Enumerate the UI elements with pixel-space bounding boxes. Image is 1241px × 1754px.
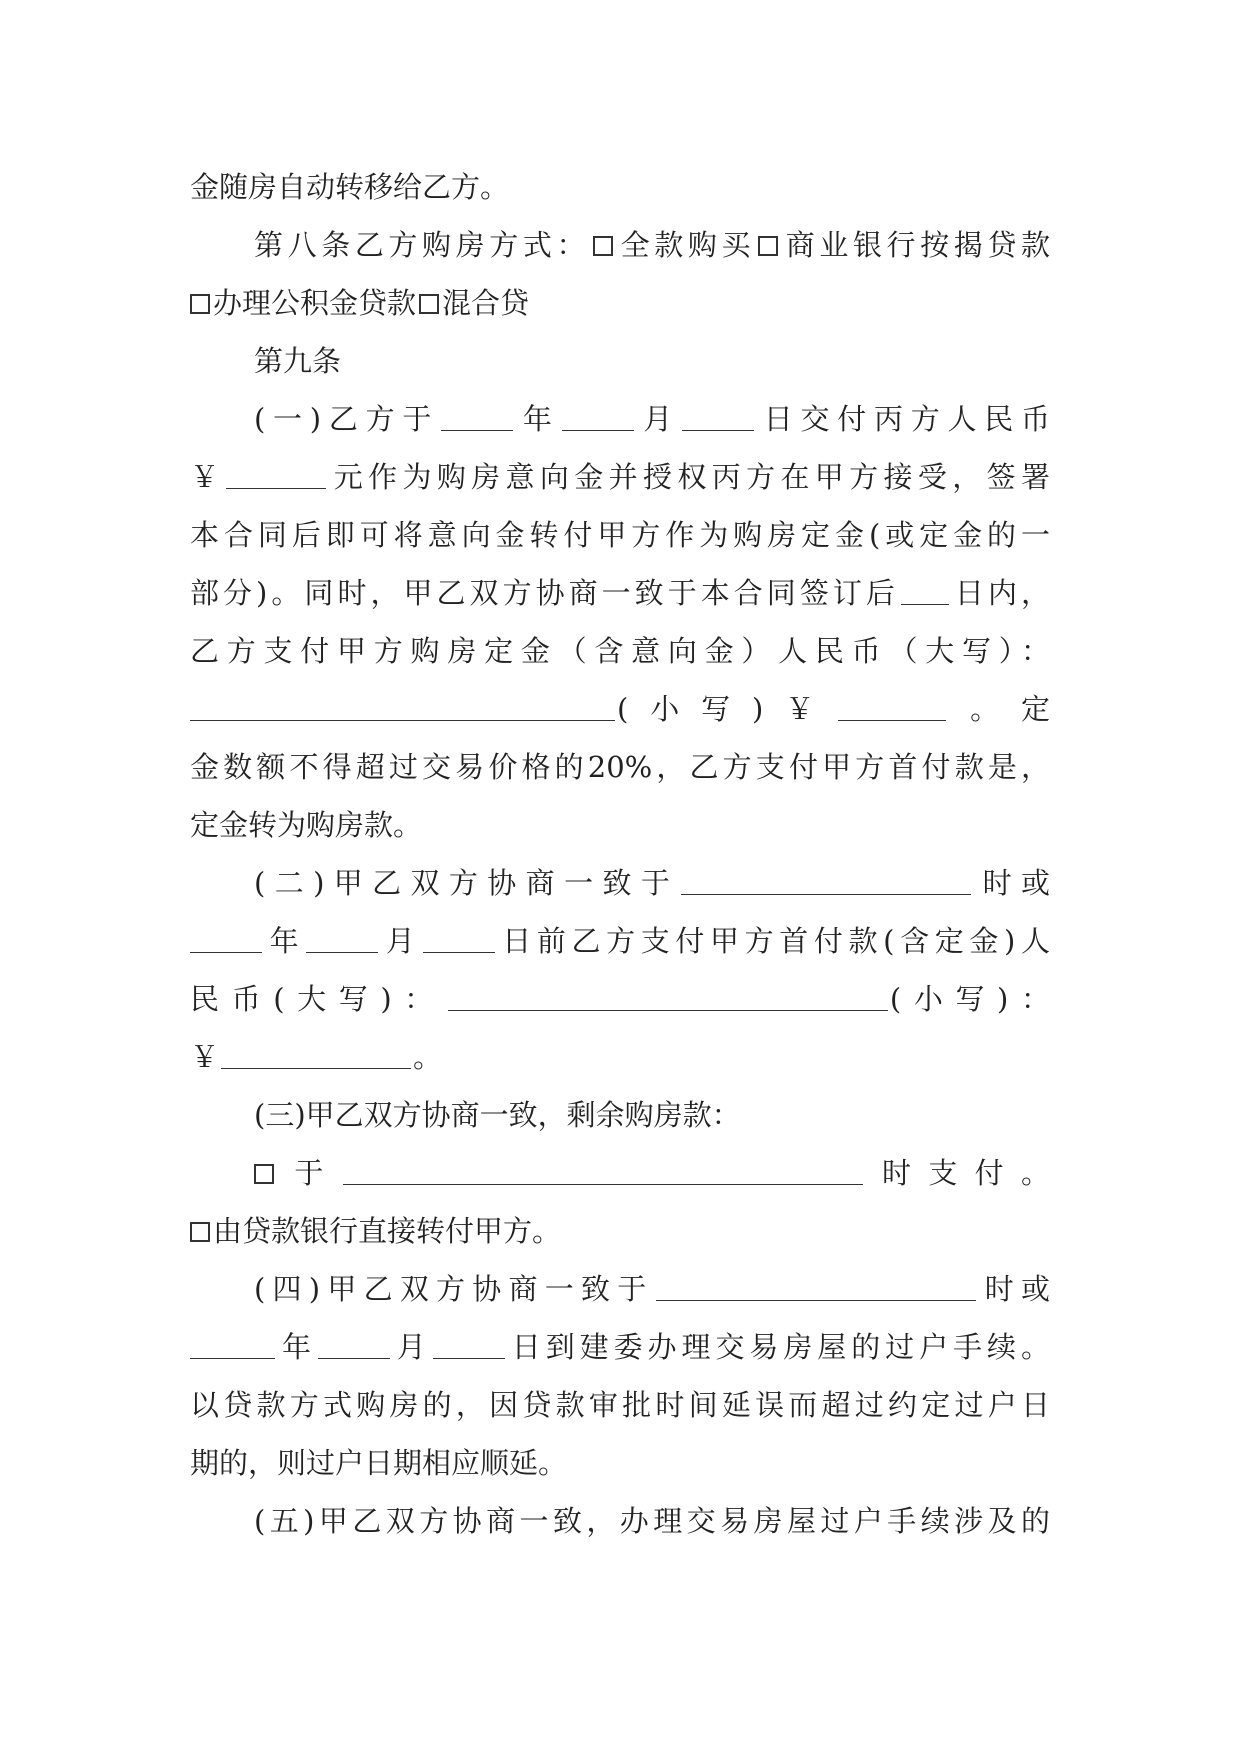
line-text: 时支付。 <box>864 1156 1050 1190</box>
line-text: 时或 <box>977 1272 1050 1306</box>
checkbox-provident-fund-loan[interactable] <box>190 294 210 314</box>
line-text: (三)甲乙双方协商一致，剩余购房款： <box>254 1098 741 1132</box>
checkbox-mixed-loan[interactable] <box>419 294 439 314</box>
option-mixed-loan: 混合贷 <box>442 286 530 320</box>
clause-3-option-2 <box>190 1202 1050 1260</box>
checkbox-pay-at-time[interactable] <box>254 1164 274 1184</box>
option-full-payment: 全款购买 <box>616 228 756 262</box>
line-text: (小写)￥ <box>617 692 837 726</box>
amount-uppercase-blank[interactable] <box>190 698 615 721</box>
line-text: 于 <box>277 1156 341 1190</box>
checkbox-commercial-mortgage[interactable] <box>758 236 778 256</box>
clause-2-line-4 <box>190 1028 1050 1086</box>
line-text: 年 <box>515 402 560 436</box>
checkbox-full-payment[interactable] <box>593 236 613 256</box>
article-9-title <box>190 332 1050 390</box>
line-text: 日交付丙方人民币 <box>756 402 1050 436</box>
currency-symbol: ￥ <box>190 1040 220 1074</box>
days-blank[interactable] <box>901 582 949 605</box>
line-text: 年 <box>277 1330 316 1364</box>
article-8-line <box>190 216 1050 274</box>
day-blank[interactable] <box>433 1336 505 1359</box>
year-blank[interactable] <box>190 1336 275 1359</box>
clause-4-line-3 <box>190 1376 1050 1434</box>
line-text: 月 <box>380 924 421 958</box>
line-text: 金数额不得超过交易价格的20%，乙方支付甲方首付款是， <box>190 750 1050 784</box>
line-text: 时或 <box>973 866 1050 900</box>
month-blank[interactable] <box>306 930 378 953</box>
clause-4-line-4 <box>190 1434 1050 1492</box>
line-text: 定金转为购房款。 <box>190 808 423 842</box>
line-text: (四)甲乙双方协商一致于 <box>254 1272 654 1306</box>
line-text: 以贷款方式购房的，因贷款审批时间延误而超过约定过户日 <box>190 1388 1050 1422</box>
year-blank[interactable] <box>441 408 513 431</box>
line-text: 金随房自动转移给乙方。 <box>190 170 510 204</box>
line-text: (五)甲乙双方协商一致，办理交易房屋过户手续涉及的 <box>254 1504 1050 1538</box>
line-text: (二)甲乙双方协商一致于 <box>254 866 680 900</box>
month-blank[interactable] <box>318 1336 390 1359</box>
line-text: 乙方支付甲方购房定金（含意向金）人民币（大写）： <box>190 634 1050 668</box>
clause-1-line-7 <box>190 738 1050 796</box>
amount-lowercase-blank[interactable] <box>838 698 946 721</box>
clause-3-line <box>190 1086 1050 1144</box>
clause-4-line-2 <box>190 1318 1050 1376</box>
line-text: 民币(大写)： <box>190 982 446 1016</box>
clause-2-line-3 <box>190 970 1050 1028</box>
line-text: 日到建委办理交易房屋的过户手续。 <box>506 1330 1050 1364</box>
text-line <box>190 158 1050 216</box>
clause-2-line-2 <box>190 912 1050 970</box>
currency-symbol: ￥ <box>190 460 225 494</box>
clause-3-option-1 <box>190 1144 1050 1202</box>
time-blank[interactable] <box>656 1278 976 1301</box>
clause-1-line-2 <box>190 448 1050 506</box>
line-text: 元作为购房意向金并授权丙方在甲方接受，签署 <box>328 460 1050 494</box>
day-blank[interactable] <box>682 408 754 431</box>
article-8-line-2 <box>190 274 1050 332</box>
line-text: 日内， <box>950 576 1050 610</box>
clause-4-line <box>190 1260 1050 1318</box>
day-blank[interactable] <box>423 930 495 953</box>
amount-uppercase-blank[interactable] <box>448 988 888 1011</box>
month-blank[interactable] <box>562 408 634 431</box>
clause-1-line-5 <box>190 622 1050 680</box>
line-text: 年 <box>264 924 305 958</box>
line-text: 月 <box>635 402 681 436</box>
checkbox-bank-transfer[interactable] <box>190 1222 210 1242</box>
line-text: 由贷款银行直接转付甲方。 <box>213 1214 562 1248</box>
article-8-title: 第八条乙方购房方式： <box>254 228 591 262</box>
amount-blank[interactable] <box>226 466 326 489</box>
clause-1-line-4 <box>190 564 1050 622</box>
time-blank[interactable] <box>343 1162 863 1185</box>
amount-lowercase-blank[interactable] <box>221 1046 411 1069</box>
line-text: 日前乙方支付甲方首付款(含定金)人 <box>496 924 1050 958</box>
clause-1-line-8 <box>190 796 1050 854</box>
line-text: (小写)： <box>889 982 1050 1016</box>
line-text: 期的，则过户日期相应顺延。 <box>190 1446 568 1480</box>
year-blank[interactable] <box>190 930 262 953</box>
line-text: 部分)。同时，甲乙双方协商一致于本合同签订后 <box>190 576 899 610</box>
document-page <box>190 158 1050 1550</box>
line-text: (一)乙方于 <box>254 402 440 436</box>
line-text: 。定 <box>948 692 1050 726</box>
clause-1-line-3 <box>190 506 1050 564</box>
clause-5-line <box>190 1492 1050 1550</box>
line-text: 第九条 <box>254 344 342 378</box>
line-text: 。 <box>413 1040 443 1074</box>
clause-1-line-6 <box>190 680 1050 738</box>
clause-1-line <box>190 390 1050 448</box>
option-provident-fund-loan: 办理公积金贷款 <box>213 286 417 320</box>
time-blank[interactable] <box>681 872 971 895</box>
line-text: 本合同后即可将意向金转付甲方作为购房定金(或定金的一 <box>190 518 1050 552</box>
option-commercial-mortgage: 商业银行按揭贷款 <box>781 228 1050 262</box>
clause-2-line <box>190 854 1050 912</box>
line-text: 月 <box>391 1330 431 1364</box>
